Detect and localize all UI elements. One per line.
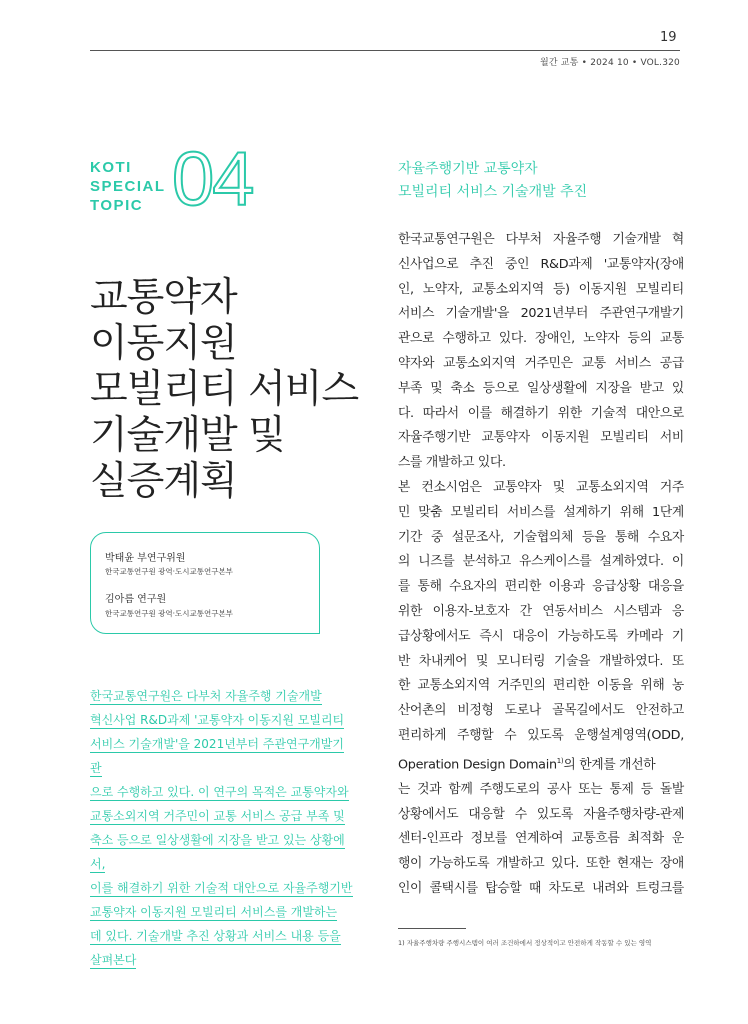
summary-line: 교통약자 이동지원 모빌리티 서비스를 개발하는 bbox=[90, 905, 338, 919]
footnote-ref: 1) bbox=[556, 756, 564, 765]
topic-label-line: TOPIC bbox=[90, 197, 144, 214]
body-line-text: 의 한계를 개선하 bbox=[563, 757, 656, 772]
body-line: 신사업으로 추진 중인 R&D과제 '교통약자(장애 bbox=[398, 256, 684, 272]
body-line: 서비스 기술개발'을 2021년부터 주관연구개발기 bbox=[398, 306, 684, 322]
body-line bbox=[398, 749, 684, 778]
body-line: 편리하게 주행할 수 있도록 운행설계영역(ODD, bbox=[398, 727, 684, 743]
body-line: 자율주행기반 교통약자 이동지원 모빌리티 서비 bbox=[398, 430, 684, 446]
title-line: 실증계획 bbox=[90, 459, 237, 504]
body-line: 민 맞춤 모빌리티 서비스를 설계하기 위해 1단계 bbox=[398, 504, 684, 520]
body-line: 센터-인프라 정보를 연계하여 교통흐름 최적화 운 bbox=[398, 831, 684, 847]
body-line: 산어촌의 비정형 도로나 골목길에서도 안전하고 bbox=[398, 703, 684, 719]
body-line: 행이 가능하도록 개발하고 있다. 또한 현재는 장애 bbox=[398, 856, 684, 872]
subtitle-line: 자율주행기반 교통약자 bbox=[398, 161, 538, 177]
body-line: 스를 개발하고 있다. bbox=[398, 455, 506, 471]
article-summary bbox=[90, 684, 355, 972]
body-line: 인, 노약자, 교통소외지역 등) 이동지원 모빌리티 bbox=[398, 281, 684, 297]
summary-line: 교통소외지역 거주민이 교통 서비스 공급 부족 및 bbox=[90, 809, 345, 823]
body-line: 급상황에서도 즉시 대응이 가능하도록 카메라 기 bbox=[398, 628, 684, 644]
summary-line: 살펴본다 bbox=[90, 953, 137, 967]
title-line: 교통약자 bbox=[90, 275, 237, 320]
title-line: 이동지원 bbox=[90, 321, 237, 366]
title-line: 기술개발 및 bbox=[90, 413, 285, 458]
author-name: 박태윤 부연구위원 bbox=[105, 553, 186, 564]
summary-line: 혁신사업 R&D과제 '교통약자 이동지원 모빌리티 bbox=[90, 713, 345, 727]
author-name: 김아름 연구원 bbox=[105, 594, 167, 605]
body-line: 부족 및 축소 등으로 일상생활에 지장을 받고 있 bbox=[398, 380, 684, 396]
header-meta: 월간 교통 • 2024 10 • VOL.320 bbox=[539, 58, 680, 68]
body-line: 한 교통소외지역 거주민의 편리한 이동을 위해 농 bbox=[398, 678, 684, 694]
body-line: 를 통해 수요자의 편리한 이용과 응급상황 대응을 bbox=[398, 579, 684, 595]
author-affiliation: 한국교통연구원 광역·도시교통연구본부 bbox=[105, 609, 233, 618]
subtitle-line: 모빌리티 서비스 기술개발 추진 bbox=[398, 184, 588, 200]
body-line: 반 차내케어 및 모니터링 기술을 개발하였다. 또 bbox=[398, 653, 684, 669]
body-line: 관으로 수행하고 있다. 장애인, 노약자 등의 교통 bbox=[398, 331, 684, 347]
body-line: 약자와 교통소외지역 거주민은 교통 서비스 공급 bbox=[398, 355, 684, 371]
topic-label-line: SPECIAL bbox=[90, 178, 166, 195]
summary-line: 이를 해결하기 위한 기술적 대안으로 자율주행기반 bbox=[90, 881, 353, 895]
body-line: 위한 이용자-보호자 간 연동서비스 시스템과 응 bbox=[398, 603, 684, 619]
body-line: 인이 콜택시를 탑승할 때 차도로 내려와 트렁크를 bbox=[398, 880, 684, 896]
body-line: 본 컨소시엄은 교통약자 및 교통소외지역 거주 bbox=[398, 479, 684, 495]
footnote-rule bbox=[398, 928, 466, 929]
header-rule bbox=[90, 50, 680, 51]
body-line: 상황에서도 대응할 수 있도록 자율주행차량-관제 bbox=[398, 806, 684, 822]
summary-line: 축소 등으로 일상생활에 지장을 받고 있는 상황에서, bbox=[90, 833, 345, 871]
summary-line: 서비스 기술개발'을 2021년부터 주관연구개발기관 bbox=[90, 737, 344, 775]
topic-label-line: KOTI bbox=[90, 159, 132, 176]
title-line: 모빌리티 서비스 bbox=[90, 367, 359, 412]
footnote: 1) 자율주행차량 주행시스템이 여러 조건하에서 정상적이고 안전하게 작동할 수 있는 영역 bbox=[398, 939, 652, 947]
special-topic-label bbox=[90, 158, 166, 215]
body-line: 다. 따라서 이를 해결하기 위한 기술적 대안으로 bbox=[398, 405, 684, 421]
body-text bbox=[398, 228, 684, 902]
author-affiliation: 한국교통연구원 광역·도시교통연구본부 bbox=[105, 567, 233, 576]
summary-line: 데 있다. 기술개발 추진 상황과 서비스 내용 등을 bbox=[90, 929, 341, 943]
body-line: 기간 중 설문조사, 기술협의체 등을 통해 수요자 bbox=[398, 529, 684, 545]
section-subtitle bbox=[398, 158, 587, 204]
article-title bbox=[90, 275, 358, 505]
body-line-text: Operation Design Domain bbox=[398, 757, 557, 772]
summary-line: 으로 수행하고 있다. 이 연구의 목적은 교통약자와 bbox=[90, 785, 349, 799]
topic-number: 04 bbox=[172, 137, 253, 222]
body-line: 의 니즈를 분석하고 유스케이스를 설계하였다. 이 bbox=[398, 554, 684, 570]
page-number: 19 bbox=[660, 30, 677, 45]
body-line: 한국교통연구원은 다부처 자율주행 기술개발 혁 bbox=[398, 232, 684, 247]
authors-box bbox=[90, 532, 320, 634]
summary-line: 한국교통연구원은 다부처 자율주행 기술개발 bbox=[90, 689, 322, 703]
body-line: 는 것과 함께 주행도로의 공사 또는 통제 등 돌발 bbox=[398, 781, 684, 797]
